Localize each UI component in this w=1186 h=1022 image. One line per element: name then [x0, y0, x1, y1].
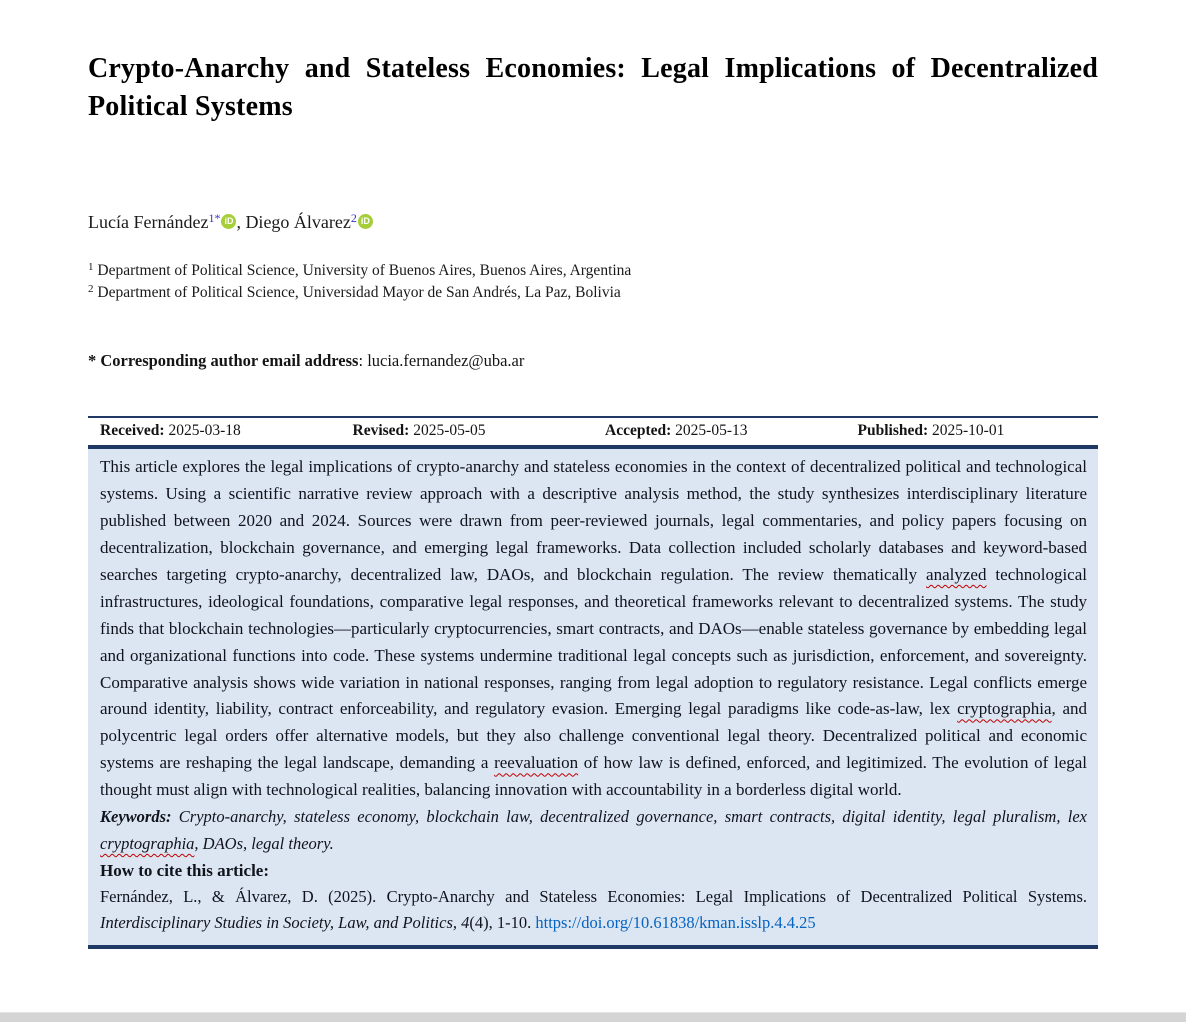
author-superscript: 1*: [208, 211, 221, 226]
date-value: 2025-05-13: [671, 422, 748, 440]
orcid-icon[interactable]: iD: [358, 214, 373, 229]
date-value: 2025-05-05: [409, 422, 486, 440]
corresponding-separator: :: [358, 351, 368, 371]
abstract-text: This article explores the legal implications of crypto-anarchy and stateless economies in the context of decentralized political and technological systems. Using a scientific narrative review approach with a descriptive analysis method, the study synthesizes interdisciplinary literature published between 2020 and 2024. Sources were drawn from peer-reviewed journals, legal commentaries, and policy papers focusing on decentralization, blockchain governance, and emerging legal frameworks. Data collection included scholarly databases and keyword-based searches targeting crypto-anarchy, decentralized law, DAOs, and blockchain regulation. The review thematically analyzed technological infrastructures, ideological foundations, comparative legal responses, and theoretical frameworks relevant to decentralized systems. The study finds that blockchain technologies—particularly cryptocurrencies, smart contracts, and DAOs—enable stateless governance by embedding legal and organizational functions into code. These systems undermine traditional legal concepts such as jurisdiction, enforcement, and sovereignty. Comparative analysis shows wide variation in national responses, ranging from legal adoption to regulatory resistance. Legal conflicts emerge around identity, liability, contract enforceability, and regulatory evasion. Emerging legal paradigms like code-as-law, lex cryptographia, and polycentric legal orders offer alternative models, but they also challenge conventional legal theory. Decentralized political and economic systems are reshaping the legal landscape, demanding a reevaluation of how law is defined, enforced, and legitimized. The evolution of legal thought must align with technological realities, balancing innovation with accountability in a borderless digital world.: [100, 457, 1088, 800]
corresponding-email: lucia.fernandez@uba.ar: [367, 351, 525, 371]
author-superscript: 2: [350, 211, 357, 226]
paper-title: Crypto-Anarchy and Stateless Economies: Legal Implications of Decentralized Political Systems: [88, 53, 1098, 122]
affiliation-superscript: 1: [88, 261, 94, 274]
author-name: Diego Álvarez: [245, 212, 351, 233]
citation-authors-part: Fernández, L., & Álvarez, D. (2025). Crypto-Anarchy and Stateless Economies: Legal Implications of Decentralized Political Systems.: [100, 887, 1087, 906]
affiliation-line: [88, 260, 1098, 282]
date-cell-received: [88, 422, 341, 440]
citation-text: [100, 884, 1087, 936]
date-value: 2025-03-18: [164, 422, 241, 440]
authors-line: [88, 211, 1098, 233]
affiliation-text: Department of Political Science, University of Buenos Aires, Buenos Aires, Argentina: [93, 262, 632, 280]
affiliation-text: Department of Political Science, Universidad Mayor de San Andrés, La Paz, Bolivia: [93, 284, 621, 302]
date-cell-revised: [341, 422, 594, 440]
affiliation-superscript: 2: [88, 283, 94, 296]
date-value: 2025-10-01: [928, 422, 1005, 440]
affiliations: [88, 260, 1098, 304]
orcid-icon[interactable]: iD: [221, 214, 236, 229]
date-label: Revised:: [352, 422, 410, 440]
article-meta-block: [88, 416, 1098, 949]
how-to-cite-heading: How to cite this article:: [100, 860, 269, 880]
date-label: Accepted:: [605, 422, 672, 440]
authors-separator: ,: [236, 212, 246, 233]
page-bottom-gap: [0, 1012, 1186, 1022]
dates-row: [88, 416, 1098, 445]
date-cell-published: [846, 422, 1099, 440]
page-content: [88, 0, 1098, 949]
citation-issue-pages: (4), 1-10.: [469, 913, 536, 933]
author-name: Lucía Fernández: [88, 212, 209, 233]
keywords-text: Crypto-anarchy, stateless economy, blockchain law, decentralized governance, smart contracts, digital identity, legal pluralism, lex cryptographia, DAOs, legal theory.: [100, 807, 1087, 853]
citation-journal: Interdisciplinary Studies in Society, Law, and Politics, 4: [100, 913, 470, 933]
abstract-box: [88, 445, 1098, 949]
affiliation-line: [88, 282, 1098, 304]
date-label: Received:: [100, 422, 165, 440]
keywords-label: Keywords:: [100, 807, 172, 827]
keywords-line: [100, 804, 1087, 857]
corresponding-author-line: [88, 351, 1098, 371]
doi-link[interactable]: https://doi.org/10.61838/kman.isslp.4.4.25: [535, 913, 816, 933]
date-cell-accepted: [593, 422, 846, 440]
date-label: Published:: [857, 422, 929, 440]
corresponding-label: * Corresponding author email address: [88, 351, 359, 371]
